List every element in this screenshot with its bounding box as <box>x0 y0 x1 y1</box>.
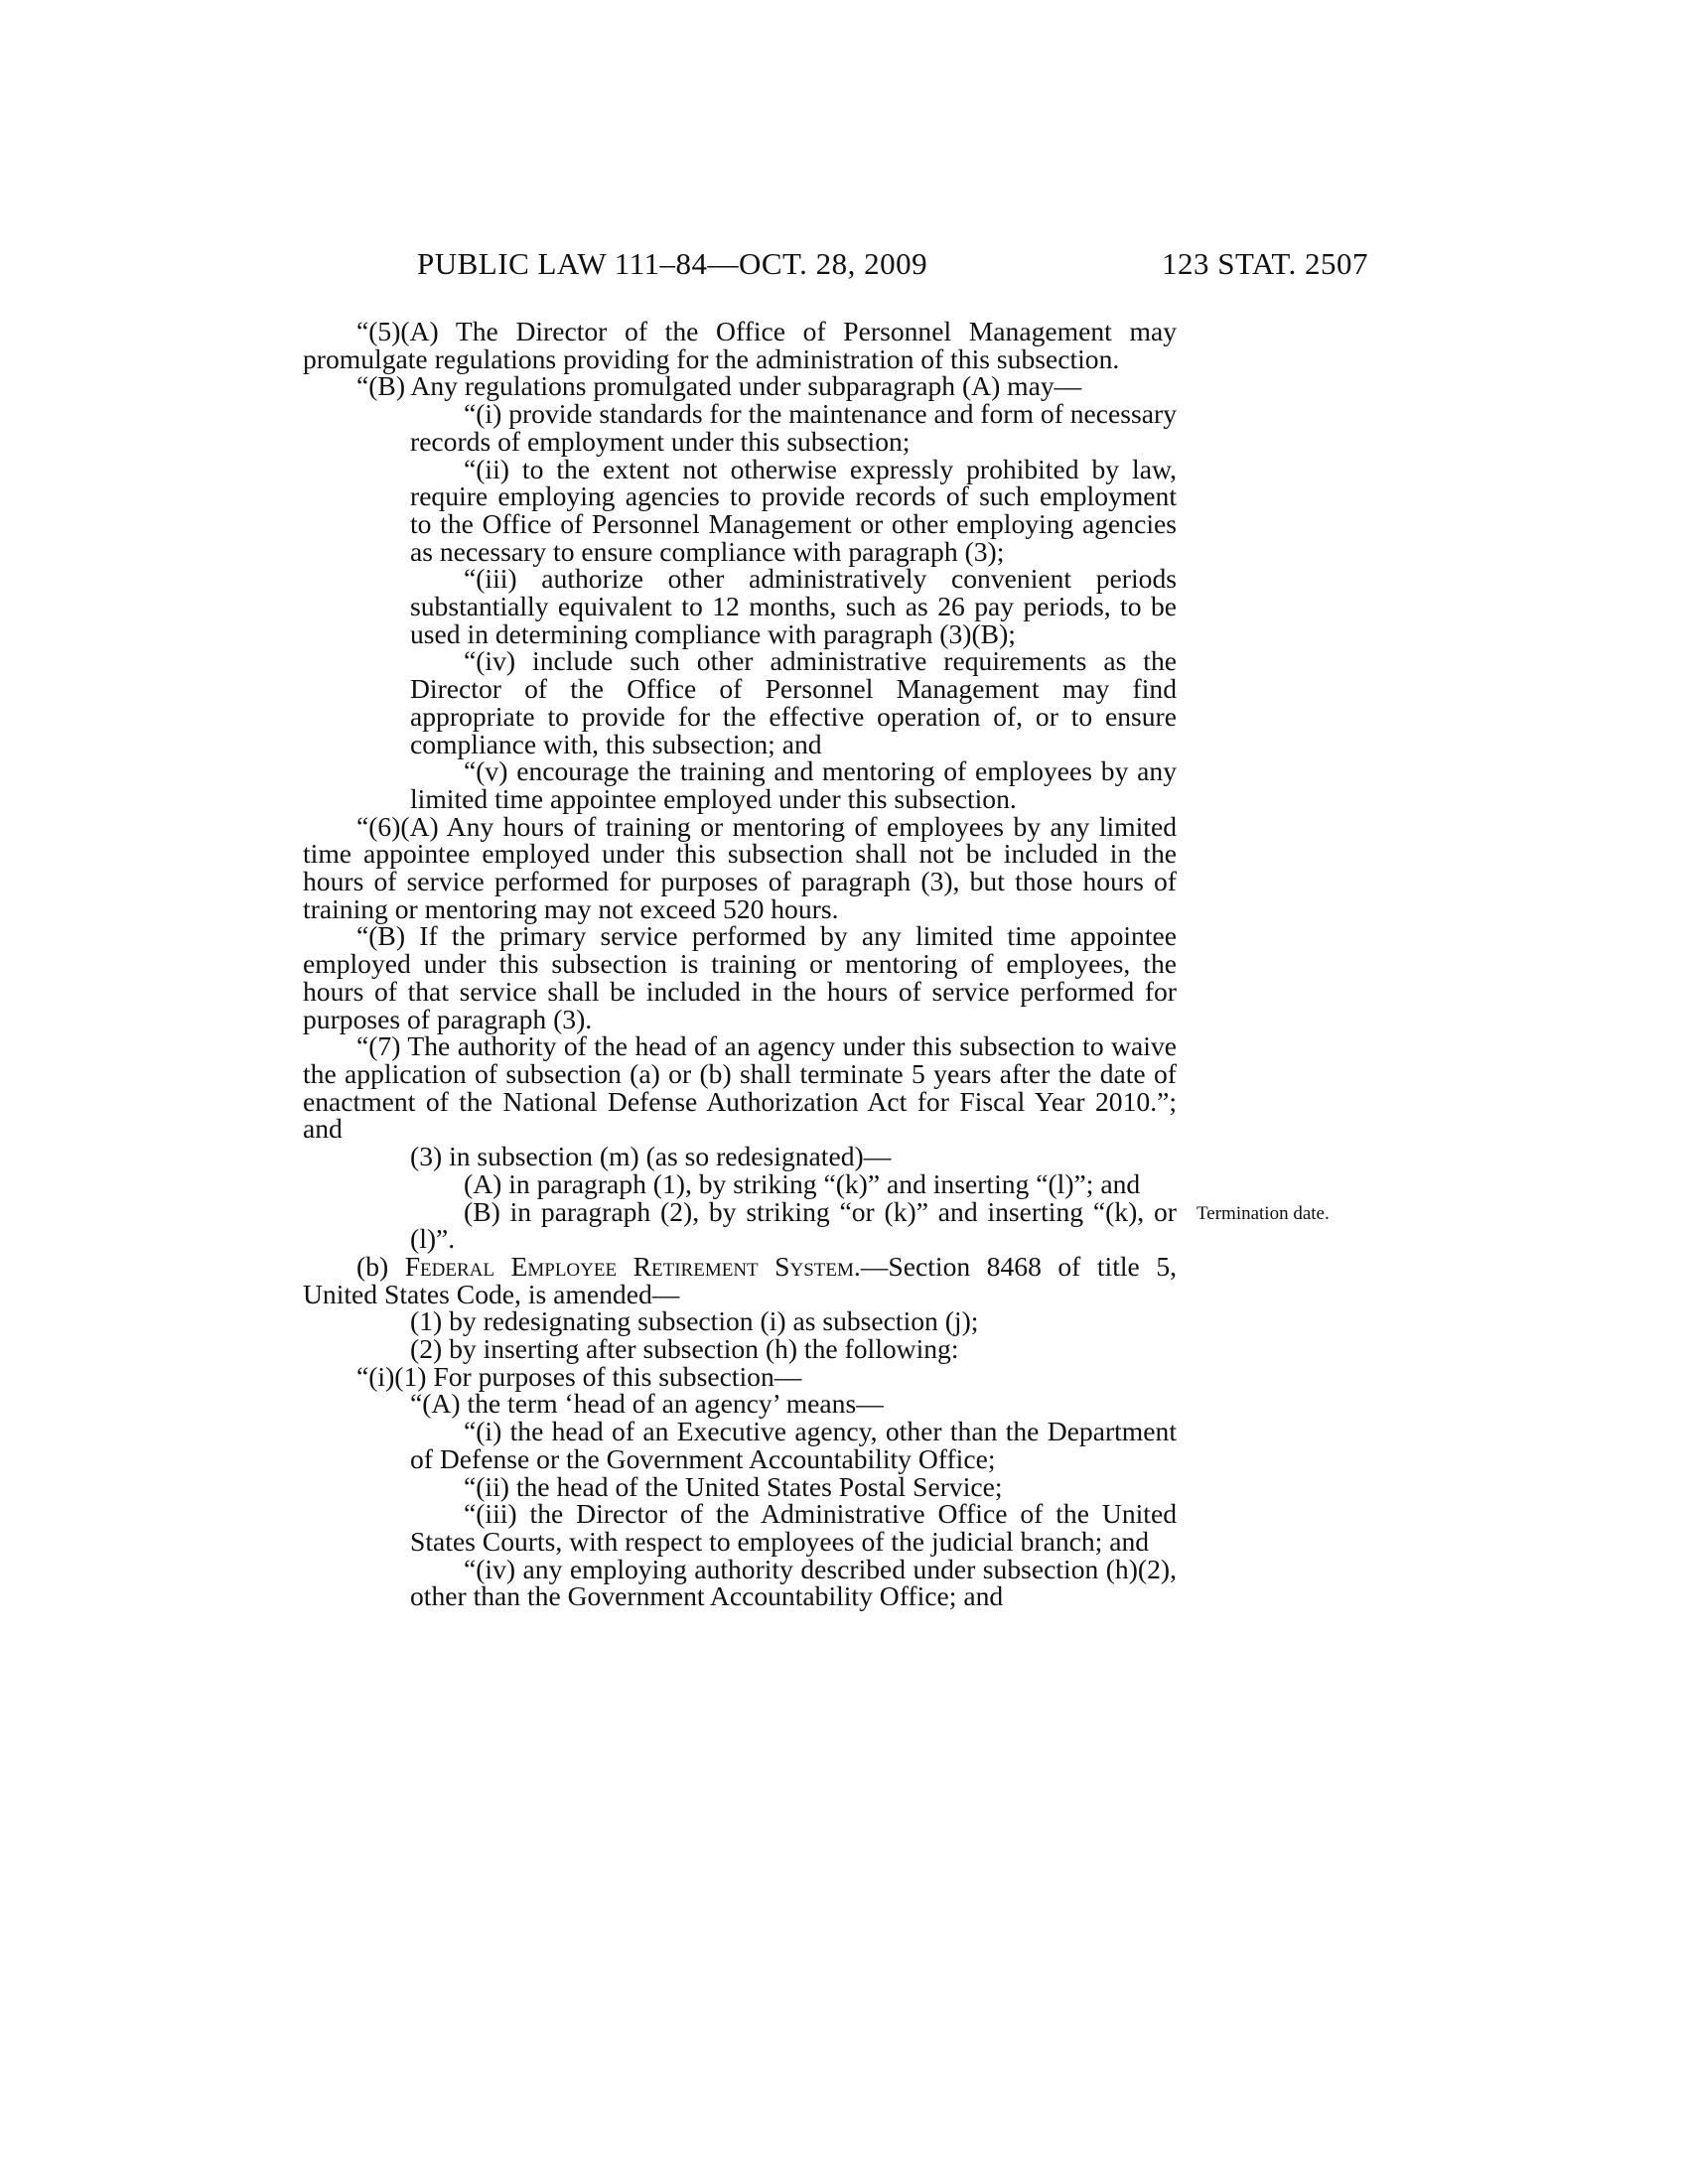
clause-iii-courts: “(iii) the Director of the Administrative Office of the United States Courts, with respect to employees of the judicial branch; and <box>410 1498 1177 1557</box>
subparagraph-a-head-of-agency: “(A) the term ‘head of an agency’ means— <box>410 1388 884 1420</box>
subparagraph-a: (A) in paragraph (1), by striking “(k)” and inserting “(l)”; and <box>464 1167 1141 1199</box>
subparagraph-b: (B) in paragraph (2), by striking “or (k)” and inserting “(k), or (l)”. <box>410 1195 1177 1255</box>
section-b-small-caps-heading: Federal Employee Retirement System <box>404 1250 854 1282</box>
clause-ii-postal-service: “(ii) the head of the United States Postal Service; <box>464 1470 1003 1502</box>
running-head-title: PUBLIC LAW 111–84—OCT. 28, 2009 <box>417 246 928 281</box>
clause-i: “(i) provide standards for the maintenance and form of necessary records of employment under this subsection; <box>410 398 1177 457</box>
item-1-redesignating: (1) by redesignating subsection (i) as subsection (j); <box>410 1305 979 1337</box>
clause-iv: “(iv) include such other administrative requirements as the Director of the Office of Personnel Management may find appropriate to provide for the effective operation of, or to ensure compliance with, this subsection; and <box>410 645 1177 759</box>
statute-page-number: 123 STAT. 2507 <box>1161 246 1368 281</box>
margin-note-termination-date: Termination date. <box>1196 1203 1330 1224</box>
clause-i-executive-agency: “(i) the head of an Executive agency, other than the Department of Defense or the Government Accountability Office; <box>410 1416 1177 1474</box>
clause-v: “(v) encourage the training and mentoring of employees by any limited time appointee employed under this subsection. <box>410 755 1177 814</box>
document-body <box>303 318 1177 1610</box>
item-2-inserting: (2) by inserting after subsection (h) the following: <box>410 1333 959 1365</box>
paragraph-6a: “(6)(A) Any hours of training or mentoring of employees by any limited time appointee employed under this subsection shall not be included in the hours of service performed for purposes of paragraph (3), but those hours of training or mentoring may not exceed 520 hours. <box>303 810 1177 924</box>
paragraph-5a: “(5)(A) The Director of the Office of Personnel Management may promulgate regulations providing for the administration of this subsection. <box>303 316 1177 374</box>
paragraph-3-redesignated: (3) in subsection (m) (as so redesignated)— <box>410 1141 892 1172</box>
page-header <box>417 246 1368 286</box>
paragraph-6b: “(B) If the primary service performed by any limited time appointee employed under this subsection is training or mentoring of employees, the hours of that service shall be included in the hours of service performed for purposes of paragraph (3). <box>303 920 1177 1034</box>
section-b-text: (b) Federal Employee Retirement System.—Section 8468 of title 5, United States Code, is amended— <box>303 1250 1178 1309</box>
clause-iv-employing-authority: “(iv) any employing authority described under subsection (h)(2), other than the Government Accountability Office; and <box>410 1553 1177 1612</box>
section-b-heading <box>303 1250 1178 1309</box>
paragraph-i1: “(i)(1) For purposes of this subsection— <box>356 1360 802 1392</box>
paragraph-5b: “(B) Any regulations promulgated under subparagraph (A) may— <box>356 370 1082 402</box>
paragraph-7: “(7) The authority of the head of an agency under this subsection to waive the application of subsection (a) or (b) shall terminate 5 years after the date of enactment of the National Defense Authorization Act for Fiscal Year 2010.”; and <box>303 1030 1177 1145</box>
clause-iii: “(iii) authorize other administratively convenient periods substantially equivalent to 12 months, such as 26 pay periods, to be used in determining compliance with paragraph (3)(B); <box>410 563 1177 649</box>
clause-ii: “(ii) to the extent not otherwise expressly prohibited by law, require employing agencies to provide records of such employment to the Office of Personnel Management or other employing agencies as necessary to ensure compliance with paragraph (3); <box>410 453 1177 567</box>
